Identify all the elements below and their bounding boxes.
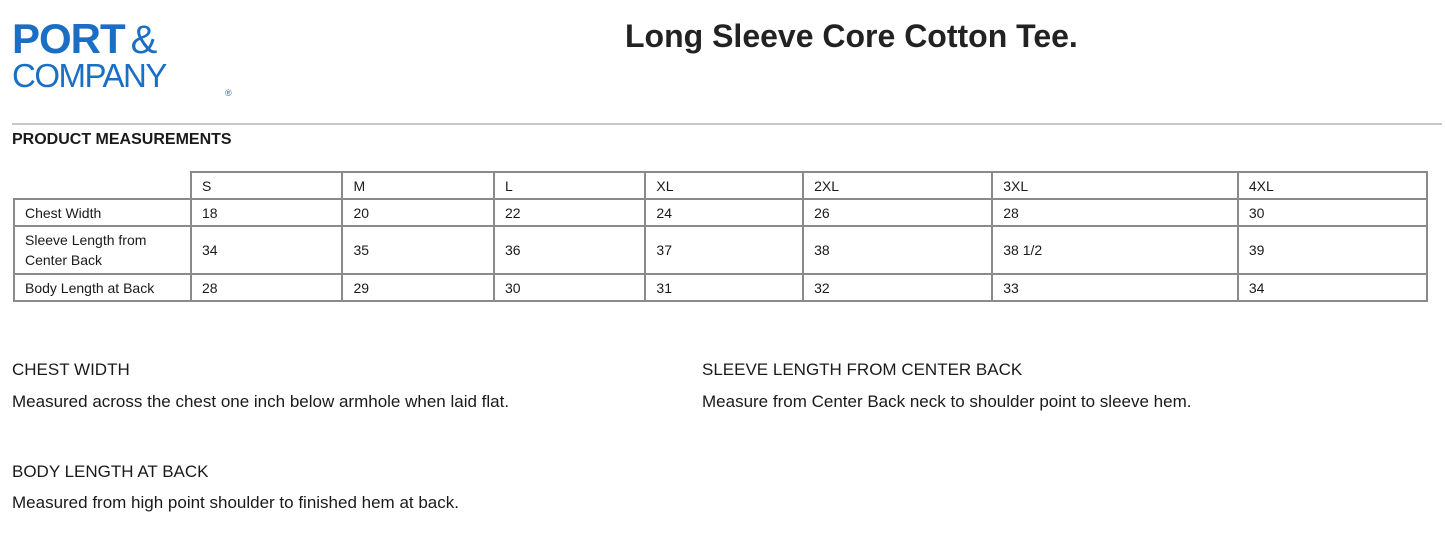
definition-heading-sleeve-length: SLEEVE LENGTH FROM CENTER BACK [702, 360, 1023, 379]
size-header-4xl: 4XL [1238, 172, 1427, 199]
size-header-xl: XL [645, 172, 803, 199]
row-label: Chest Width [14, 199, 191, 226]
table-row-chest-width [14, 199, 1427, 226]
port-company-logo [12, 15, 242, 98]
row-label: Body Length at Back [14, 274, 191, 301]
table-cell: 20 [342, 199, 493, 226]
measurements-table [13, 171, 1428, 302]
table-cell: 24 [645, 199, 803, 226]
table-cell: 18 [191, 199, 342, 226]
registered-mark: ® [225, 88, 232, 98]
table-cell: 32 [803, 274, 992, 301]
definition-heading-body-length: BODY LENGTH AT BACK [12, 462, 209, 481]
product-title: Long Sleeve Core Cotton Tee. [625, 18, 1078, 54]
definition-text-chest-width: Measured across the chest one inch below armhole when laid flat. [12, 392, 510, 411]
table-cell: 35 [342, 226, 493, 274]
table-row-body-length [14, 274, 1427, 301]
table-cell: 28 [191, 274, 342, 301]
size-header-3xl: 3XL [992, 172, 1238, 199]
table-cell: 38 [803, 226, 992, 274]
logo-ampersand: & [130, 18, 157, 62]
definition-text-sleeve-length: Measure from Center Back neck to shoulder point to sleeve hem. [702, 392, 1192, 411]
table-cell: 29 [342, 274, 493, 301]
logo-port-text: PORT [12, 15, 125, 62]
table-cell: 31 [645, 274, 803, 301]
size-header-m: M [342, 172, 493, 199]
section-heading: PRODUCT MEASUREMENTS [12, 131, 232, 148]
table-cell: 38 1/2 [992, 226, 1238, 274]
table-cell: 22 [494, 199, 645, 226]
size-header-row [14, 172, 1427, 199]
table-cell: 28 [992, 199, 1238, 226]
row-label: Sleeve Length from Center Back [14, 226, 191, 274]
size-header-2xl: 2XL [803, 172, 992, 199]
table-cell: 33 [992, 274, 1238, 301]
logo-line-port [12, 15, 157, 62]
table-cell: 39 [1238, 226, 1427, 274]
definition-heading-chest-width: CHEST WIDTH [12, 360, 130, 379]
table-row-sleeve-length [14, 226, 1427, 274]
table-cell: 36 [494, 226, 645, 274]
table-cell: 30 [494, 274, 645, 301]
table-cell: 34 [191, 226, 342, 274]
table-cell: 30 [1238, 199, 1427, 226]
logo-line-company: COMPANY [12, 57, 166, 94]
size-header-l: L [494, 172, 645, 199]
definition-text-body-length: Measured from high point shoulder to finished hem at back. [12, 493, 459, 512]
table-cell: 26 [803, 199, 992, 226]
table-corner-cell [14, 172, 191, 199]
table-cell: 34 [1238, 274, 1427, 301]
table-cell: 37 [645, 226, 803, 274]
header-divider [12, 123, 1442, 125]
size-header-s: S [191, 172, 342, 199]
